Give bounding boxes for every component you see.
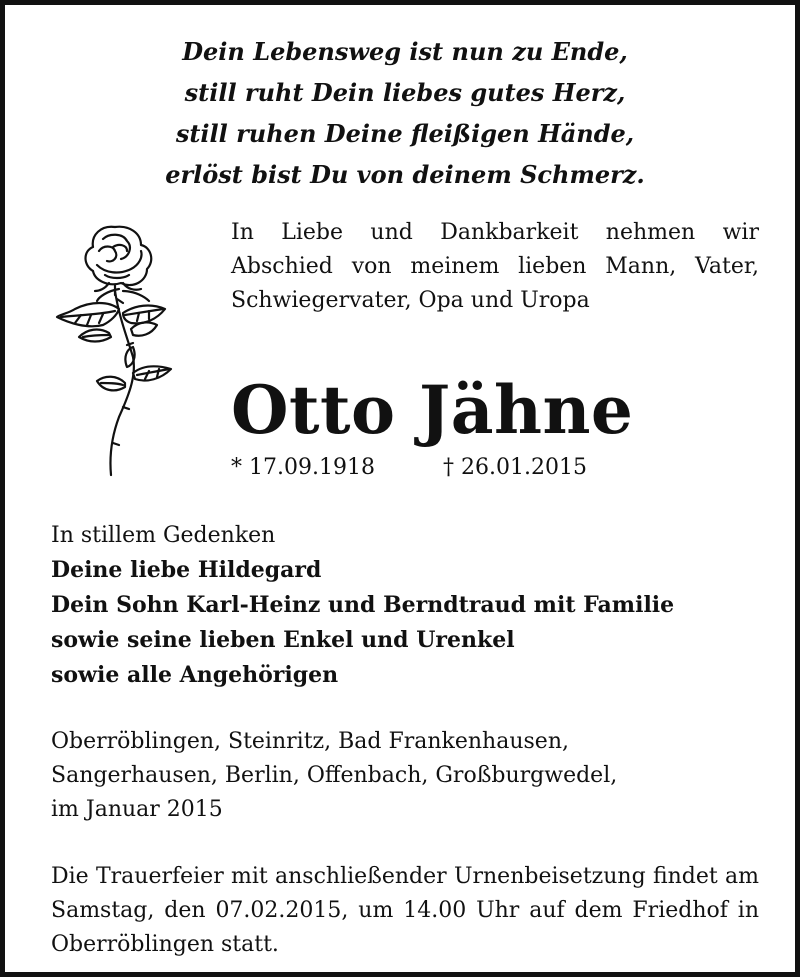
place-line: Oberröblingen, Steinritz, Bad Frankenhausen, (51, 729, 569, 754)
intro-text: In Liebe und Dankbarkeit nehmen wir Abschied von meinem lieben Mann, Vater, Schwiegervater, Opa und Uropa (231, 220, 759, 313)
poem-line: Dein Lebensweg ist nun zu Ende, (182, 37, 628, 66)
life-dates (231, 451, 587, 485)
rose-icon (53, 217, 183, 479)
mourner-line: sowie alle Angehörigen (51, 662, 339, 688)
poem-line: still ruht Dein liebes gutes Herz, (184, 78, 626, 107)
mourner-line: Deine liebe Hildegard (51, 557, 322, 583)
birth-date: * 17.09.1918 (231, 455, 375, 480)
poem-line: erlöst bist Du von deinem Schmerz. (165, 160, 645, 189)
place-line: Sangerhausen, Berlin, Offenbach, Großburgwedel, (51, 763, 618, 788)
poem-line: still ruhen Deine fleißigen Hände, (175, 119, 635, 148)
mourner-line: Dein Sohn Karl-Heinz und Berndtraud mit Familie (51, 592, 675, 618)
death-date: † 26.01.2015 (443, 455, 587, 480)
deceased-name: Otto Jähne (231, 371, 634, 449)
mourners (51, 518, 771, 693)
mourner-line: sowie seine lieben Enkel und Urenkel (51, 627, 515, 653)
mourners-heading: In stillem Gedenken (51, 523, 276, 548)
ceremony-info: Die Trauerfeier mit anschließender Urnenbeisetzung findet am Samstag, den 07.02.2015, um 14.00 Uhr auf dem Friedhof in Oberröblingen statt. (51, 864, 759, 957)
places (51, 725, 771, 827)
poem (45, 31, 765, 195)
place-line: im Januar 2015 (51, 797, 223, 822)
